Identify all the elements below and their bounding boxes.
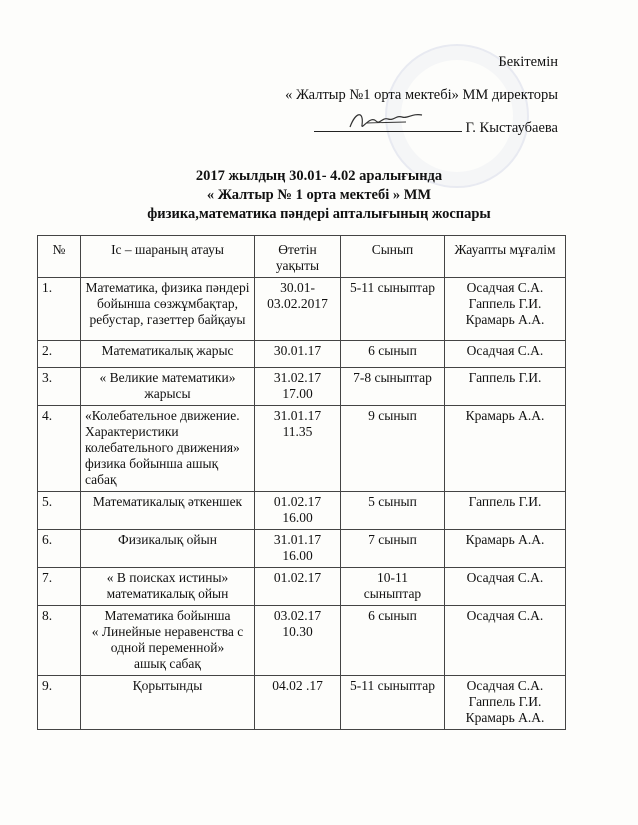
event-time: 31.02.17 17.00 (255, 368, 341, 406)
event-time: 31.01.17 11.35 (255, 406, 341, 492)
event-class: 6 сынып (341, 341, 445, 368)
row-number: 5. (38, 492, 81, 530)
table-header-row (38, 236, 566, 278)
event-class: 9 сынып (341, 406, 445, 492)
row-number: 7. (38, 568, 81, 606)
event-name: Математика, физика пәндері бойынша сөзжұмбақтар, ребустар, газеттер байқауы (81, 278, 255, 341)
event-name: Математика бойынша « Линейные неравенства с одной переменной» ашық сабақ (81, 606, 255, 676)
director-name: Г. Кыстаубаева (465, 120, 558, 136)
event-teacher: Крамарь А.А. (445, 406, 566, 492)
header-class: Сынып (341, 236, 445, 278)
handwritten-signature (346, 107, 426, 133)
document-title (0, 167, 638, 224)
table-row (38, 278, 566, 341)
header-event: Іс – шараның атауы (81, 236, 255, 278)
event-time: 30.01.17 (255, 341, 341, 368)
event-teacher: Крамарь А.А. (445, 530, 566, 568)
event-class: 7 сынып (341, 530, 445, 568)
approved-label: Бекітемін (498, 54, 558, 70)
event-name: Физикалық ойын (81, 530, 255, 568)
event-time: 01.02.17 16.00 (255, 492, 341, 530)
event-class: 5-11 сыныптар (341, 676, 445, 730)
event-teacher: Осадчая С.А. (445, 341, 566, 368)
event-teacher: Осадчая С.А. (445, 606, 566, 676)
event-teacher: Осадчая С.А. Гаппель Г.И. Крамарь А.А. (445, 278, 566, 341)
events-table (37, 235, 566, 730)
table-row (38, 492, 566, 530)
event-name: Математикалық жарыс (81, 341, 255, 368)
title-line-2: « Жалтыр № 1 орта мектебі » ММ (206, 187, 432, 203)
event-time: 01.02.17 (255, 568, 341, 606)
row-number: 3. (38, 368, 81, 406)
event-name: «Колебательное движение. Характеристики колебательного движения» физика бойынша ашық сабақ (81, 406, 255, 492)
director-line: « Жалтыр №1 орта мектебі» ММ директоры (285, 87, 558, 103)
event-name: « Великие математики» жарысы (81, 368, 255, 406)
event-teacher: Гаппель Г.И. (445, 492, 566, 530)
event-class: 7-8 сыныптар (341, 368, 445, 406)
event-class: 5 сынып (341, 492, 445, 530)
row-number: 8. (38, 606, 81, 676)
table-row (38, 341, 566, 368)
row-number: 6. (38, 530, 81, 568)
row-number: 1. (38, 278, 81, 341)
table-row (38, 530, 566, 568)
title-line-1: 2017 жылдың 30.01- 4.02 аралығында (195, 168, 443, 184)
event-name: Қорытынды (81, 676, 255, 730)
approval-block (285, 52, 558, 138)
event-class: 5-11 сыныптар (341, 278, 445, 341)
table-row (38, 676, 566, 730)
event-teacher: Осадчая С.А. (445, 568, 566, 606)
row-number: 4. (38, 406, 81, 492)
event-time: 31.01.17 16.00 (255, 530, 341, 568)
header-time: Өтетін уақыты (255, 236, 341, 278)
event-class: 6 сынып (341, 606, 445, 676)
event-teacher: Гаппель Г.И. (445, 368, 566, 406)
row-number: 2. (38, 341, 81, 368)
event-name: « В поисках истины» математикалық ойын (81, 568, 255, 606)
title-line-3: физика,математика пәндері апталығының жоспары (147, 206, 491, 222)
header-number: № (38, 236, 81, 278)
event-teacher: Осадчая С.А. Гаппель Г.И. Крамарь А.А. (445, 676, 566, 730)
header-teacher: Жауапты мұғалім (445, 236, 566, 278)
table-row (38, 606, 566, 676)
table-row (38, 406, 566, 492)
table-row (38, 568, 566, 606)
table-row (38, 368, 566, 406)
event-class: 10-11 сыныптар (341, 568, 445, 606)
event-time: 03.02.17 10.30 (255, 606, 341, 676)
row-number: 9. (38, 676, 81, 730)
signature-row (285, 118, 558, 138)
event-name: Математикалық әткеншек (81, 492, 255, 530)
signature-line (314, 119, 462, 132)
event-time: 04.02 .17 (255, 676, 341, 730)
event-time: 30.01- 03.02.2017 (255, 278, 341, 341)
